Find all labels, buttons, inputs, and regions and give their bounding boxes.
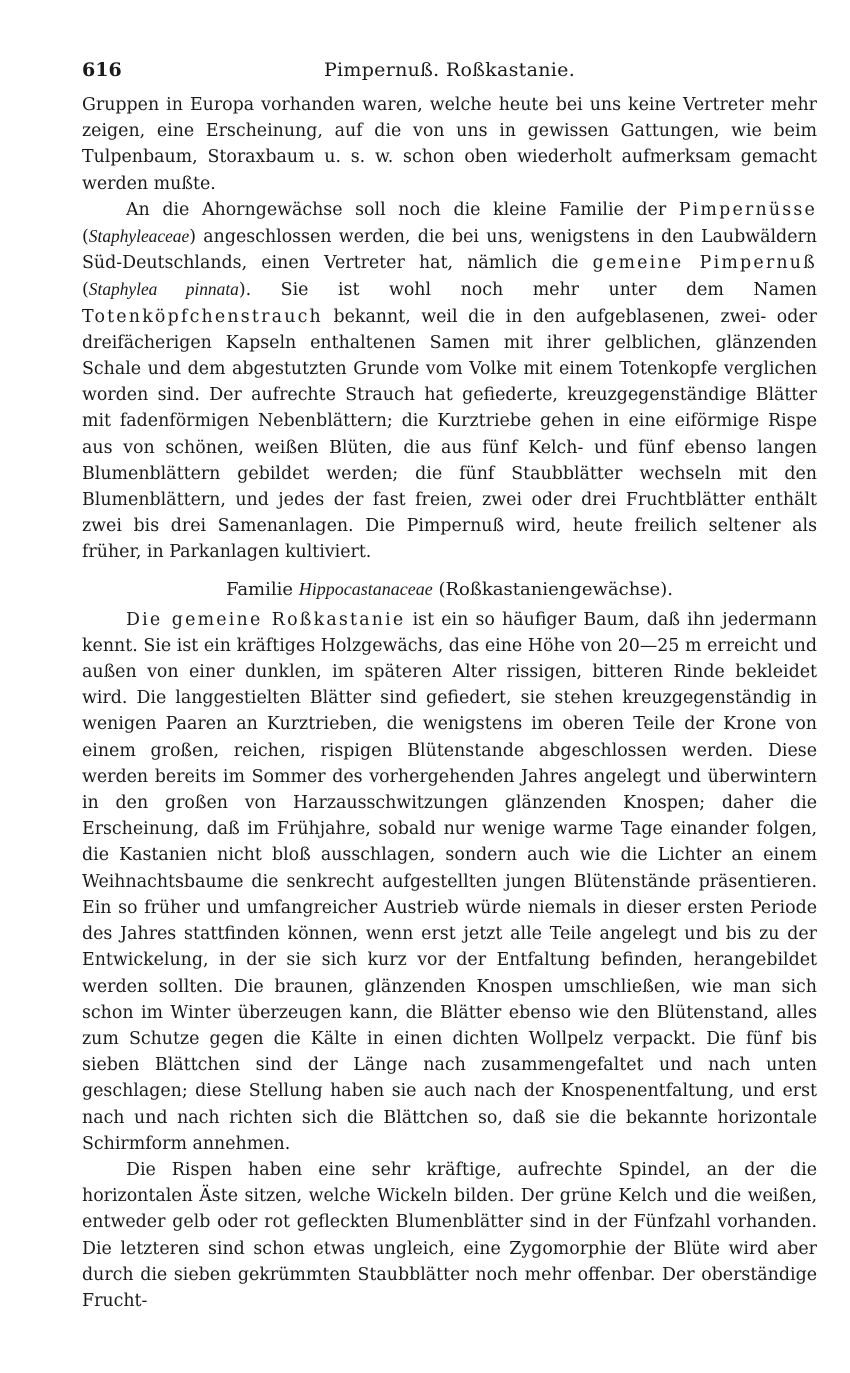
- spaced-term: Pimpernüsse: [678, 199, 817, 220]
- text-run: bekannt, weil die in den aufgeblasenen, zwei- oder dreifächerigen Kapseln enthaltenen Samen mit ihrer gelblichen, glänzenden Schale und dem abgestutzten Grunde vom Volke mit einem Totenkopfe verglichen worden sind. Der aufrechte Strauch hat gefiederte, kreuzgegenständige Blätter mit fadenförmigen Nebenblättern; die Kurztriebe gehen in eine eiförmige Rispe aus von schönen, weißen Blüten, die aus fünf Kelch- und fünf ebenso langen Blumenblättern gebildet werden; die fünf Staubblätter wechseln mit den Blumenblättern, und jedes der fast freien, zwei oder drei Fruchtblätter enthält zwei bis drei Samenanlagen. Die Pimpernuß wird, heute freilich seltener als früher, in Parkanlagen kultiviert.: [82, 306, 817, 563]
- page-number: 616: [82, 59, 122, 81]
- book-page: [82, 58, 817, 1314]
- spaced-term: Totenköpfchenstrauch: [82, 306, 323, 327]
- spaced-term: gemeine Pimpernuß: [592, 253, 817, 274]
- latin-name: Staphyleaceae: [88, 226, 190, 247]
- text-run: ). Sie ist wohl noch mehr unter dem Namen: [238, 280, 817, 301]
- section-heading: [82, 576, 817, 603]
- paragraph-4: Die Rispen haben eine sehr kräftige, aufrechte Spindel, an der die horizontalen Äste sitzen, welche Wickeln bilden. Der grüne Kelch und die weißen, entweder gelb oder rot gefleckten Blumenblätter sind in der Fünfzahl vorhanden. Die letzteren sind schon etwas ungleich, eine Zygomorphie der Blüte wird aber durch die sieben gekrümmten Staubblätter noch mehr offenbar. Der oberständige Frucht-: [82, 1159, 817, 1311]
- heading-latin-name: Hippocastanaceae: [298, 578, 433, 599]
- paragraph-2: [82, 197, 817, 566]
- heading-prefix: Familie: [226, 578, 299, 600]
- text-run: ) angeschlossen werden, die bei uns, wenigstens in den Laubwäldern Süd-Deutschlands, einen Vertreter hat, nämlich die: [82, 227, 817, 274]
- text-run: ist ein so häufiger Baum, daß ihn jedermann kennt. Sie ist ein kräftiges Holzgewächs, das eine Höhe von 20—25 m erreicht und außen von einer dunklen, im späteren Alter rissigen, bitteren Rinde bekleidet wird. Die langgestielten Blätter sind gefiedert, sie stehen kreuzgegenständig in wenigen Paaren an Kurztrieben, die wenigstens im oberen Teile der Krone von einem großen, reichen, rispigen Blütenstande abgeschlossen werden. Diese werden bereits im Sommer des vorhergehenden Jahres angelegt und überwintern in den großen von Harzausschwitzungen glänzenden Knospen; daher die Erscheinung, daß im Frühjahre, sobald nur wenige warme Tage einander folgen, die Kastanien nicht bloß ausschlagen, sondern auch wie die Lichter an einem Weihnachtsbaume die senkrecht aufgestellten jungen Blütenstände präsentieren. Ein so früher und umfangreicher Austrieb würde niemals in dieser ersten Periode des Jahres stattfinden können, wenn erst jetzt alle Teile angelegt und bis zu der Entwickelung, in der sie sich kurz vor der Entfaltung befinden, herangebildet werden sollten. Die braunen, glänzenden Knospen umschließen, wie man sich schon im Winter überzeugen kann, die Blätter ebenso wie den Blütenstand, alles zum Schutze gegen die Kälte in einen dichten Wollpelz verpackt. Die fünf bis sieben Blättchen sind der Länge nach zusammengefaltet und nach unten geschlagen; diese Stellung haben sie auch nach der Knospenentfaltung, und erst nach und nach richten sich die Blättchen so, daß sie die bekannte horizontale Schirmform annehmen.: [82, 609, 817, 1154]
- text-run: An die Ahorngewächse soll noch die kleine Familie der: [126, 199, 679, 220]
- text-run: (: [82, 227, 89, 248]
- running-title: Pimpernuß. Roßkastanie.: [323, 59, 576, 81]
- spaced-term: Die gemeine Roßkastanie: [126, 609, 406, 630]
- latin-name: Staphylea pinnata: [88, 279, 239, 300]
- heading-suffix: (Roßkastaniengewächse).: [432, 578, 673, 600]
- body-text: [82, 92, 817, 1314]
- paragraph-1: Gruppen in Europa vorhanden waren, welche heute bei uns keine Vertreter mehr zeigen, eine Erscheinung, auf die von uns in gewissen Gattungen, wie beim Tulpenbaum, Storaxbaum u. s. w. schon oben wiederholt aufmerksam gemacht werden mußte.: [82, 95, 817, 194]
- running-head: [82, 58, 817, 86]
- paragraph-3: [82, 607, 817, 1157]
- text-run: (: [82, 280, 89, 301]
